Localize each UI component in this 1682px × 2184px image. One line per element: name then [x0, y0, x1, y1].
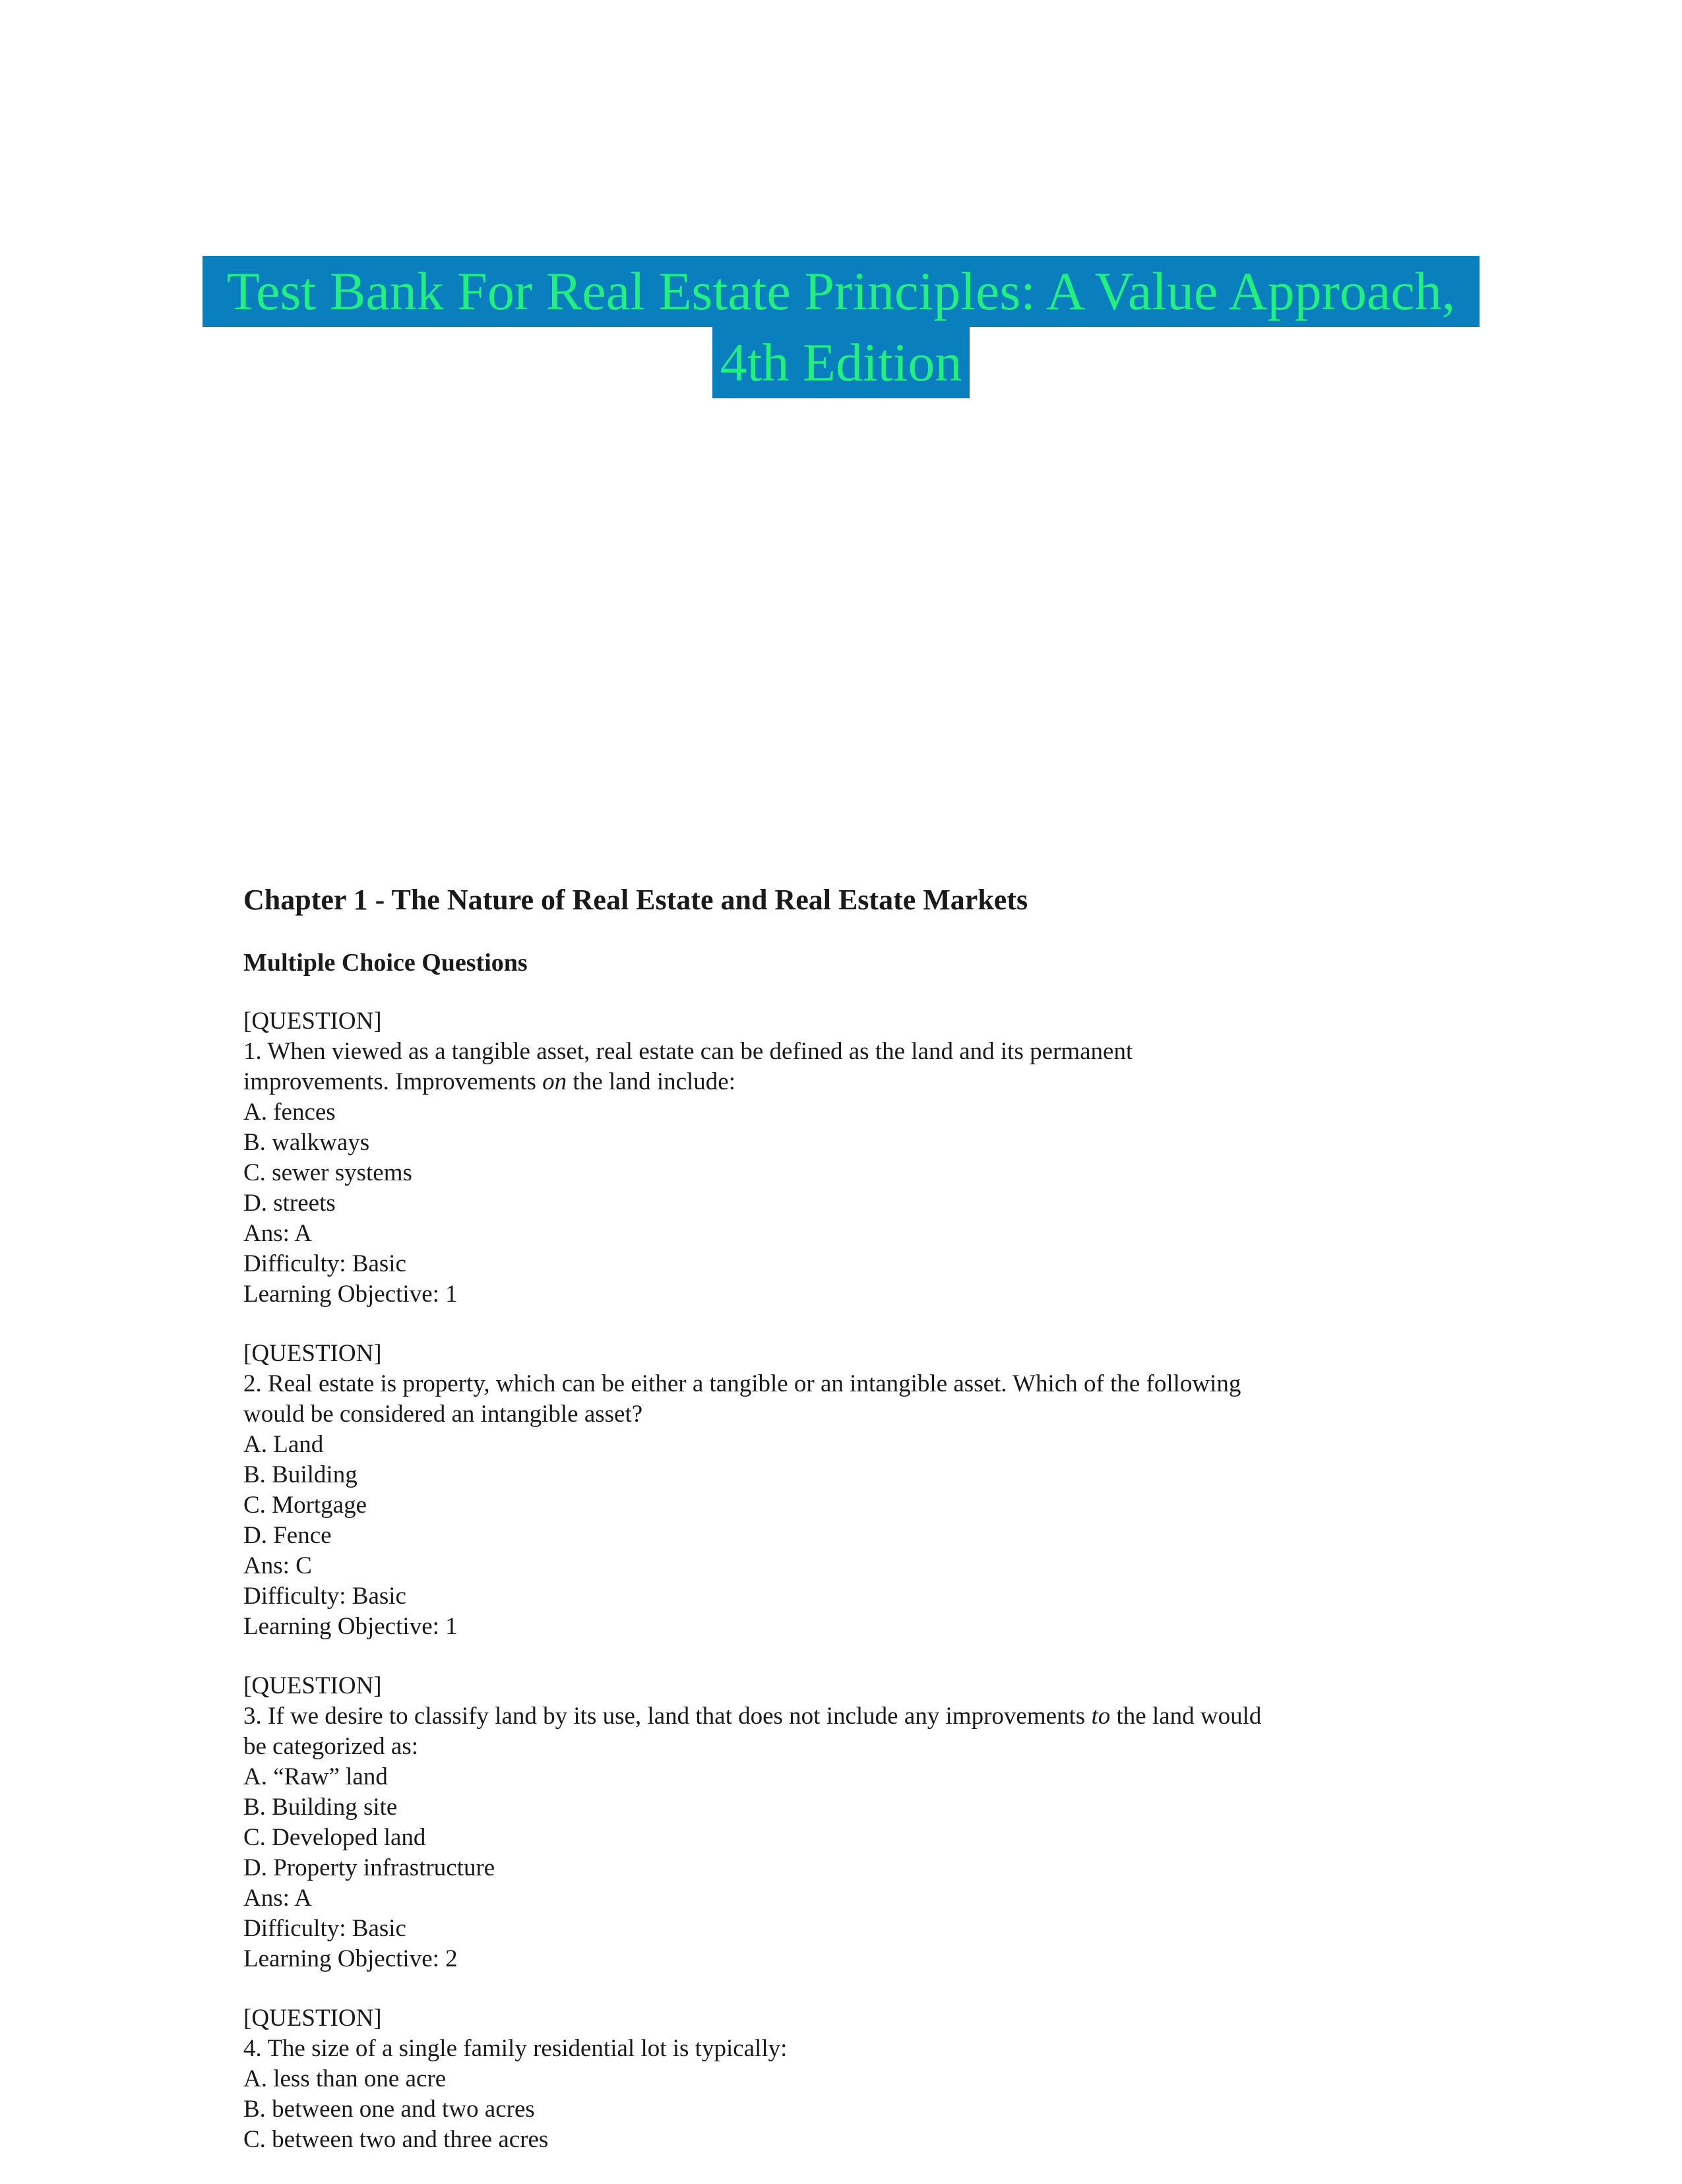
question-3: [243, 1671, 1497, 1974]
option-a: A. “Raw” land: [243, 1763, 388, 1790]
difficulty: Difficulty: Basic: [243, 1583, 406, 1610]
question-stem: 3. If we desire to classify land by its use, land that does not include any improvements to the land would be categorized as:: [243, 1703, 1262, 1760]
question-2: [243, 1339, 1497, 1642]
option-d: D. Fence: [243, 1522, 332, 1549]
stem-emphasis: on: [542, 1068, 567, 1095]
question-marker: [QUESTION]: [243, 1008, 382, 1035]
option-d: D. streets: [243, 1190, 336, 1217]
option-c: C. sewer systems: [243, 1159, 412, 1186]
learning-objective: Learning Objective: 2: [243, 1945, 458, 1972]
learning-objective: Learning Objective: 1: [243, 1281, 458, 1308]
difficulty: Difficulty: Basic: [243, 1250, 406, 1277]
question-marker: [QUESTION]: [243, 1672, 382, 1699]
question-marker: [QUESTION]: [243, 2005, 382, 2032]
difficulty: Difficulty: Basic: [243, 1915, 406, 1942]
answer: Ans: A: [243, 1885, 312, 1912]
option-c: C. Developed land: [243, 1824, 426, 1851]
option-b: B. Building: [243, 1461, 358, 1488]
option-c: C. between two and three acres: [243, 2126, 549, 2153]
option-d: D. Property infrastructure: [243, 1854, 495, 1881]
option-b: B. walkways: [243, 1129, 370, 1156]
option-a: A. fences: [243, 1099, 336, 1126]
question-stem: 4. The size of a single family residential lot is typically:: [243, 2035, 788, 2062]
title-line-2: 4th Edition: [712, 327, 970, 398]
learning-objective: Learning Objective: 1: [243, 1613, 458, 1640]
document-title: [0, 256, 1682, 398]
option-c: C. Mortgage: [243, 1492, 367, 1519]
title-line-1: Test Bank For Real Estate Principles: A Value Approach,: [202, 256, 1480, 327]
question-stem: 2. Real estate is property, which can be either a tangible or an intangible asset. Which of the following would be considered an intangible asset?: [243, 1370, 1241, 1428]
section-heading: Multiple Choice Questions: [243, 949, 528, 977]
question-4: [243, 2003, 1497, 2155]
question-1: [243, 1006, 1497, 1310]
option-b: B. Building site: [243, 1794, 398, 1821]
answer: Ans: A: [243, 1220, 312, 1247]
answer: Ans: C: [243, 1552, 312, 1579]
chapter-heading: Chapter 1 - The Nature of Real Estate and Real Estate Markets: [243, 884, 1028, 916]
document-body: [243, 882, 1497, 2184]
stem-emphasis: to: [1091, 1703, 1111, 1730]
option-a: A. less than one acre: [243, 2065, 447, 2092]
question-stem: 1. When viewed as a tangible asset, real estate can be defined as the land and its permanent improvements. Improvements on the land include:: [243, 1038, 1133, 1095]
option-a: A. Land: [243, 1431, 324, 1458]
option-b: B. between one and two acres: [243, 2096, 535, 2123]
question-marker: [QUESTION]: [243, 1340, 382, 1367]
